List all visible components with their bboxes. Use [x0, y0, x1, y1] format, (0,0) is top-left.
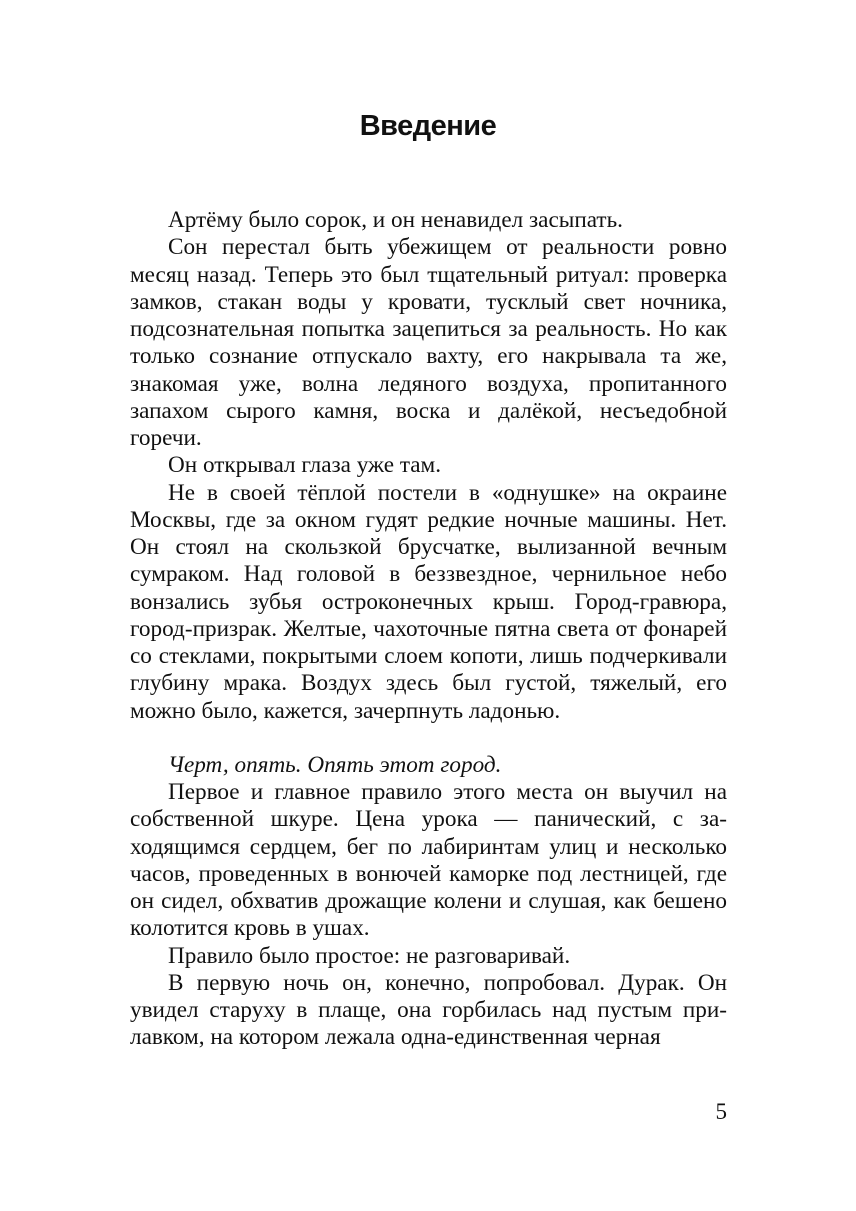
italic-paragraph: Черт, опять. Опять этот город.: [168, 751, 502, 778]
paragraph: Артёму было сорок, и он ненавидел засыпать.: [168, 207, 623, 233]
paragraph: Не в своей тёплой постели в «однушке» на окраине Москвы, где за окном гудят редкие ночные машины. Нет. Он стоял на скользкой брусчатке, вылизанной вечным сумраком. Над головой в беззвездное, чернильное небо вонзались зубья остроконечных крыш. Город-гравюра, город-призрак. Желтые, чахоточные пятна света от фонарей со стеклами, покрытыми слоем копоти, лишь подчеркивали глубину мрака. Воздух здесь был густой, тяжелый, его можно было, кажется, зачерпнуть ладонью.: [130, 479, 727, 724]
page-number: 5: [715, 1099, 727, 1124]
body-text: [130, 207, 727, 1052]
paragraph: Первое и главное правило этого места он выучил на собственной шкуре. Цена урока — панический, с заходящимся сердцем, бег по лабиринтам улиц и несколько часов, проведенных в вонючей каморке под лестницей, где он сидел, обхватив дрожащие колени и слушая, как бешено колотится кровь в ушах.: [130, 779, 727, 942]
paragraph: Он открывал глаза уже там.: [168, 452, 442, 479]
chapter-title: Введение: [359, 110, 497, 142]
paragraph: Правило было простое: не разговаривай.: [168, 942, 571, 969]
paragraph: Сон перестал быть убежищем от реальности ровно месяц назад. Теперь это был тщательный ритуал: проверка замков, стакан воды у кровати, тусклый свет ночника, подсознательная попытка зацепиться за реальность. Но как только сознание отпускало вахту, его накрывала та же, знакомая уже, волна ледяного воздуха, пропитанного запахом сырого камня, воска и далёкой, несъедобной горечи.: [130, 234, 727, 451]
paragraph: В первую ночь он, конечно, попробовал. Дурак. Он увидел старуху в плаще, она горбилась над пустым прилавком, на котором лежала одна-единственная черная: [130, 969, 727, 1051]
